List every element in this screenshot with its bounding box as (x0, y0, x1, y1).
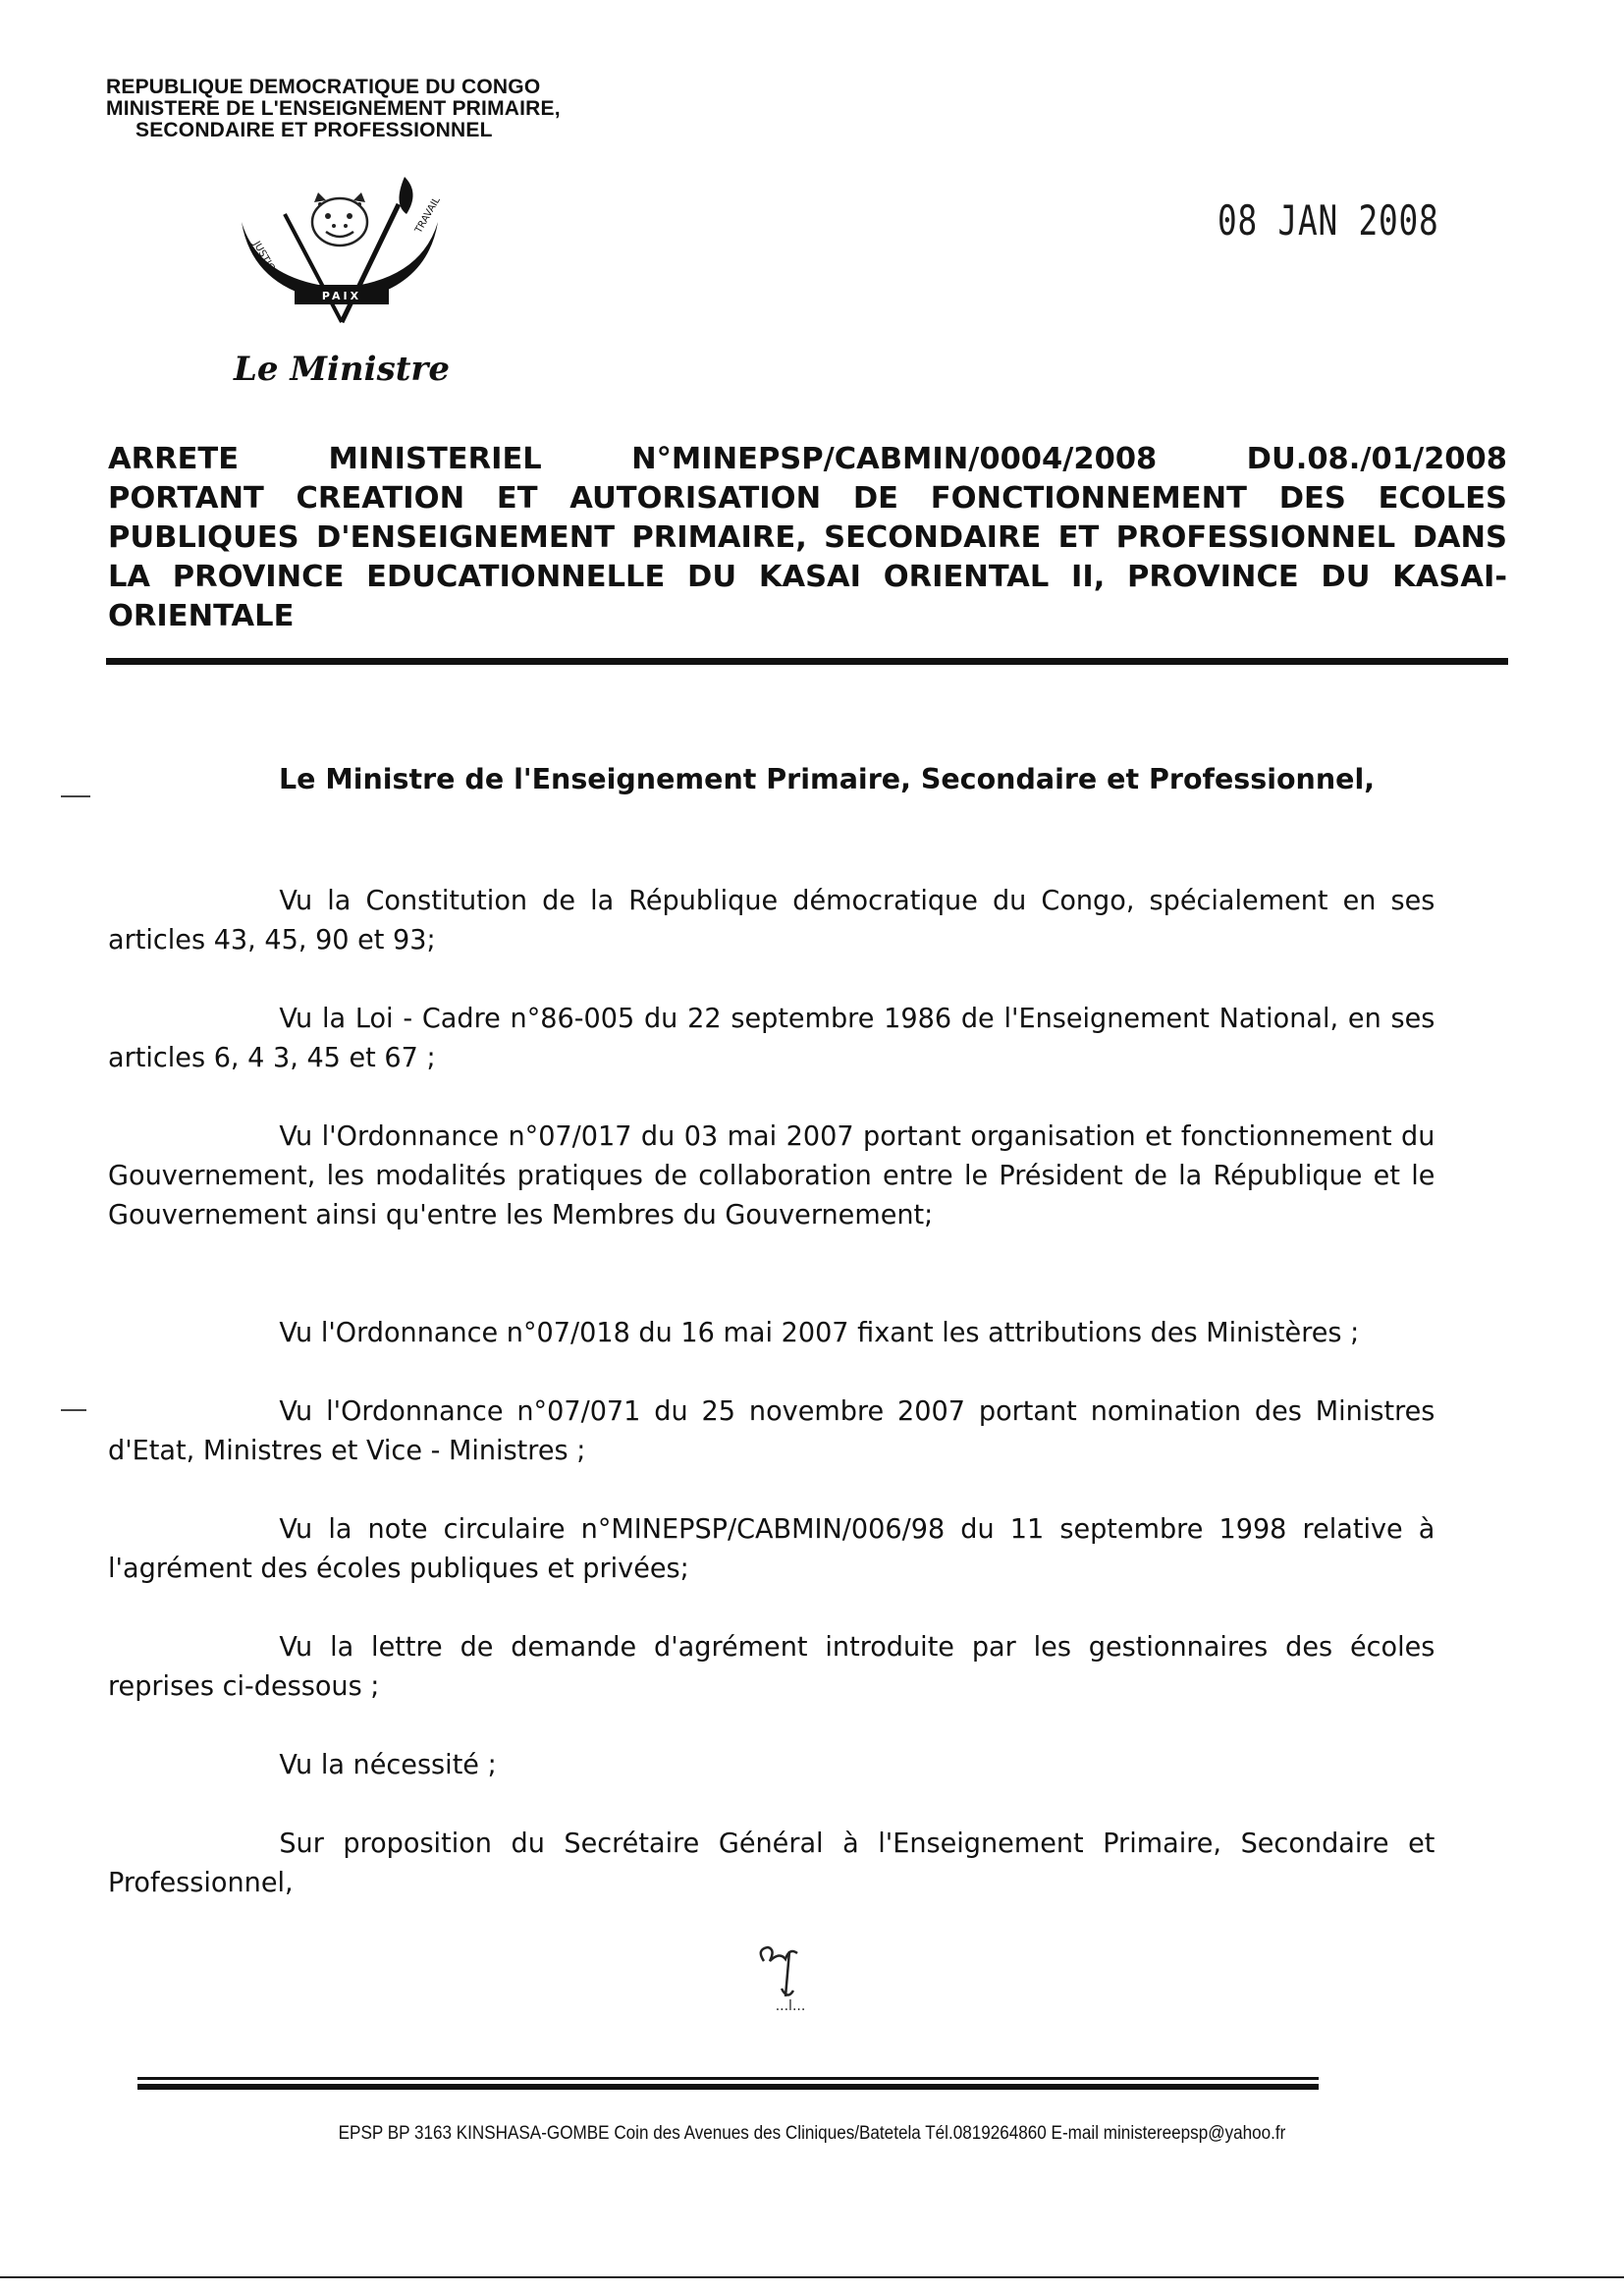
title-divider (106, 658, 1508, 665)
minister-label: Le Ministre (234, 350, 450, 389)
decree-title-line1 (108, 440, 1507, 479)
footer-divider-thick (137, 2084, 1319, 2090)
considerant-text: Vu l'Ordonnance n°07/017 du 03 mai 2007 portant organisation et fonctionnement du Gouvernement, les modalités pratiques de collaboration entre le Président de la République et le Gouvernement ainsi qu'entre les Membres du Gouvernement; (108, 1120, 1435, 1230)
considerant-paragraph (108, 1509, 1435, 1588)
letterhead (106, 77, 695, 141)
decree-date: DU.08./01/2008 (1246, 442, 1507, 476)
decree-title-line3: PUBLIQUES D'ENSEIGNEMENT PRIMAIRE, SECONDAIRE ET PROFESSIONNEL DANS (108, 520, 1507, 555)
scan-edge-line (0, 2276, 1624, 2278)
leopard-head-icon (312, 192, 367, 246)
page-marker: ...l... (775, 1998, 806, 2014)
svg-text:PAIX: PAIX (321, 290, 362, 302)
considerant-text: Vu la note circulaire n°MINEPSP/CABMIN/006/98 du 11 septembre 1998 relative à l'agrément des écoles publiques et privées; (108, 1513, 1435, 1584)
minister-heading: Le Ministre de l'Enseignement Primaire, Secondaire et Professionnel, (278, 763, 1376, 795)
scan-mark (61, 1409, 86, 1411)
considerant-paragraph (108, 1392, 1435, 1470)
decree-title-line4: LA PROVINCE EDUCATIONNELLE DU KASAI ORIENTAL II, PROVINCE DU KASAI- (108, 560, 1507, 594)
considerant-text: Vu la lettre de demande d'agrément introduite par les gestionnaires des écoles reprises ci-dessous ; (108, 1631, 1435, 1702)
decree-type: ARRETE (108, 442, 240, 476)
considerant-paragraph (108, 881, 1435, 959)
footer-divider (137, 2077, 1319, 2080)
ministry-name-line2: SECONDAIRE ET PROFESSIONNEL (135, 119, 493, 141)
decree-kind: MINISTERIEL (328, 442, 542, 476)
republic-name: REPUBLIQUE DEMOCRATIQUE DU CONGO (106, 76, 541, 98)
svg-text:JUSTICE: JUSTICE (250, 240, 280, 279)
considerant-paragraph (108, 1745, 1435, 1784)
date-stamp: 08 JAN 2008 (1218, 196, 1439, 245)
coat-of-arms-icon (224, 175, 479, 342)
considerant-text: Vu la nécessité ; (279, 1749, 497, 1780)
considerant-paragraph (108, 999, 1435, 1077)
scan-mark (61, 795, 90, 797)
considerant-text: Vu la Loi - Cadre n°86-005 du 22 septembre 1986 de l'Enseignement National, en ses articles 6, 4 3, 45 et 67 ; (108, 1003, 1435, 1073)
considerant-text: Vu l'Ordonnance n°07/018 du 16 mai 2007 fixant les attributions des Ministères ; (279, 1317, 1360, 1348)
decree-title-line2: PORTANT CREATION ET AUTORISATION DE FONCTIONNEMENT DES ECOLES (108, 481, 1507, 516)
considerant-text: Sur proposition du Secrétaire Général à l'Enseignement Primaire, Secondaire et Professionnel, (108, 1828, 1435, 1898)
considerant-paragraph (108, 1824, 1435, 1902)
considerant-paragraph (108, 1627, 1435, 1706)
considerant-text: Vu la Constitution de la République démocratique du Congo, spécialement en ses articles 43, 45, 90 et 93; (108, 885, 1435, 955)
considerant-paragraph (108, 1117, 1435, 1234)
ministry-name-line1: MINISTERE DE L'ENSEIGNEMENT PRIMAIRE, (106, 97, 561, 120)
decree-title-line5: ORIENTALE (108, 599, 295, 633)
decree-number: N°MINEPSP/CABMIN/0004/2008 (631, 442, 1158, 476)
svg-text:TRAVAIL: TRAVAIL (413, 194, 443, 236)
considerant-paragraph (108, 1313, 1435, 1352)
considerant-text: Vu l'Ordonnance n°07/071 du 25 novembre 2007 portant nomination des Ministres d'Etat, Ministres et Vice - Ministres ; (108, 1395, 1435, 1466)
handwritten-initials-icon (746, 1939, 835, 2018)
footer-address: EPSP BP 3163 KINSHASA-GOMBE Coin des Avenues des Cliniques/Batetela Tél.0819264860 E-mail ministereepsp@yahoo.fr (338, 2123, 1286, 2144)
decree-title (108, 440, 1507, 636)
